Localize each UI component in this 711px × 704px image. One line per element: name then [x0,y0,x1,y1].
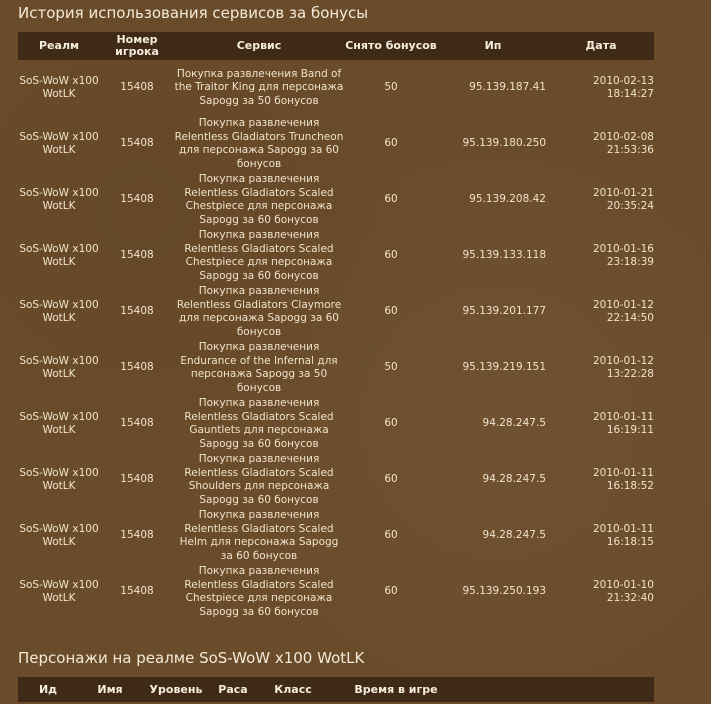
header-id[interactable]: Ид [18,677,78,702]
history-header-row [18,32,654,60]
header-race[interactable]: Раса [210,677,256,702]
header-level[interactable]: Уровень [142,677,210,702]
table-row [18,284,654,340]
ip-cell: 95.139.180.250 [462,137,546,150]
header-class[interactable]: Класс [256,677,330,702]
bonuses-cell: 60 [384,529,398,542]
service-cell: Покупка развлечения Relentless Gladiators Scaled Chestpiece для персонажа Sapogg за 60 бонусов [184,565,334,618]
date-cell: 2010-01-11 16:19:11 [592,410,654,436]
realm-cell: SoS-WoW x100 WotLK [19,466,99,492]
table-row [18,508,654,564]
date-cell: 2010-01-16 23:18:39 [592,242,654,268]
header-playtime[interactable]: Время в игре [330,677,462,702]
table-row [18,564,654,620]
header-realm[interactable]: Реалм [18,32,100,60]
realm-cell: SoS-WoW x100 WotLK [19,130,99,156]
characters-header-row [18,677,654,702]
date-cell: 2010-01-10 21:32:40 [592,578,654,604]
header-date[interactable]: Дата [548,32,654,60]
table-row [18,340,654,396]
ip-cell: 95.139.133.118 [462,249,546,262]
bonuses-cell: 60 [384,137,398,150]
player-cell: 15408 [120,249,154,262]
header-name[interactable]: Имя [78,677,142,702]
history-table [18,32,654,620]
header-service[interactable]: Сервис [174,32,344,60]
realm-cell: SoS-WoW x100 WotLK [19,298,99,324]
realm-cell: SoS-WoW x100 WotLK [19,410,99,436]
player-cell: 15408 [120,137,154,150]
player-cell: 15408 [120,81,154,94]
ip-cell: 94.28.247.5 [482,473,546,486]
ip-cell: 94.28.247.5 [482,417,546,430]
table-row [18,452,654,508]
characters-title: Персонажи на реалме SoS-WoW x100 WotLK [18,649,365,667]
history-title: История использования сервисов за бонусы [18,4,369,22]
realm-cell: SoS-WoW x100 WotLK [19,354,99,380]
table-row [18,172,654,228]
player-cell: 15408 [120,585,154,598]
header-bonuses[interactable]: Снято бонусов [344,32,438,60]
service-cell: Покупка развлечения Relentless Gladiators Truncheon для персонажа Sapogg за 60 бонусов [174,117,344,170]
ip-cell: 95.139.187.41 [469,81,546,94]
realm-cell: SoS-WoW x100 WotLK [19,522,99,548]
service-cell: Покупка развлечения Endurance of the Infernal для персонажа Sapogg за 50 бонусов [180,341,338,394]
table-row [18,396,654,452]
player-cell: 15408 [120,193,154,206]
realm-cell: SoS-WoW x100 WotLK [19,74,99,100]
player-cell: 15408 [120,305,154,318]
date-cell: 2010-01-21 20:35:24 [592,186,654,212]
service-cell: Покупка развлечения Relentless Gladiators Scaled Gauntlets для персонажа Sapogg за 60 бонусов [184,397,334,450]
player-cell: 15408 [120,473,154,486]
realm-cell: SoS-WoW x100 WotLK [19,242,99,268]
ip-cell: 95.139.208.42 [469,193,546,206]
date-cell: 2010-01-12 22:14:50 [592,298,654,324]
service-cell: Покупка развлечения Relentless Gladiators Claymore для персонажа Sapogg за 60 бонусов [176,285,342,338]
realm-cell: SoS-WoW x100 WotLK [19,186,99,212]
ip-cell: 95.139.219.151 [462,361,546,374]
service-cell: Покупка развлечения Relentless Gladiators Scaled Shoulders для персонажа Sapogg за 60 бонусов [184,453,334,506]
ip-cell: 95.139.201.177 [462,305,546,318]
date-cell: 2010-01-11 16:18:52 [592,466,654,492]
date-cell: 2010-01-12 13:22:28 [592,354,654,380]
service-cell: Покупка развлечения Band of the Traitor King для персонажа Sapogg за 50 бонусов [174,67,344,107]
bonuses-cell: 60 [384,249,398,262]
bonuses-cell: 60 [384,193,398,206]
bonuses-cell: 60 [384,305,398,318]
player-cell: 15408 [120,361,154,374]
bonuses-cell: 60 [384,473,398,486]
header-ip[interactable]: Ип [438,32,548,60]
table-row [18,60,654,116]
bonuses-cell: 60 [384,417,398,430]
player-cell: 15408 [120,417,154,430]
service-cell: Покупка развлечения Relentless Gladiators Scaled Chestpiece для персонажа Sapogg за 60 бонусов [184,229,334,282]
date-cell: 2010-01-11 16:18:15 [592,522,654,548]
service-cell: Покупка развлечения Relentless Gladiators Scaled Chestpiece для персонажа Sapogg за 60 бонусов [184,173,334,226]
player-cell: 15408 [120,529,154,542]
characters-table [18,677,654,702]
header-player-number[interactable]: Номер игрока [100,32,174,60]
ip-cell: 95.139.250.193 [462,585,546,598]
table-row [18,116,654,172]
header-empty [462,677,654,702]
date-cell: 2010-02-08 21:53:36 [592,130,654,156]
bonuses-cell: 50 [384,361,398,374]
ip-cell: 94.28.247.5 [482,529,546,542]
date-cell: 2010-02-13 18:14:27 [592,74,654,100]
service-cell: Покупка развлечения Relentless Gladiators Scaled Helm для персонажа Sapogg за 60 бонусов [179,509,339,562]
bonuses-cell: 60 [384,585,398,598]
realm-cell: SoS-WoW x100 WotLK [19,578,99,604]
bonuses-cell: 50 [384,81,398,94]
table-row [18,228,654,284]
